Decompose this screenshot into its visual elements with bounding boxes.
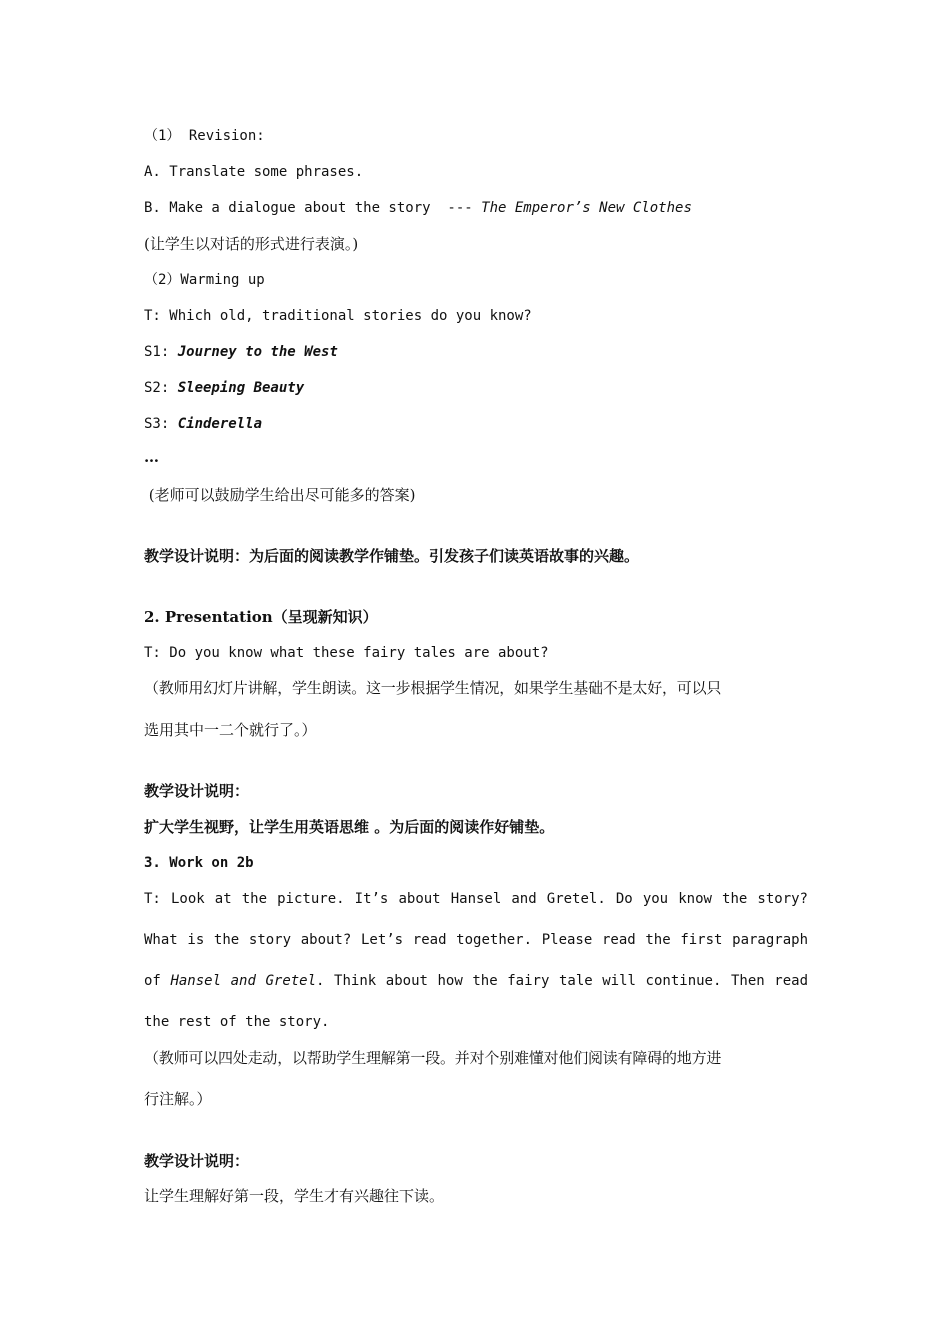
work-2b-line3	[144, 971, 808, 991]
work-2b-note-line1: （教师可以四处走动，以帮助学生理解第一段。并对个别难懂对他们阅读有障碍的地方进	[144, 1049, 722, 1067]
presentation-heading: 2. Presentation（呈现新知识）	[144, 608, 378, 626]
story-title-hansel: Hansel and Gretel	[170, 973, 317, 989]
revision-item-b	[144, 198, 808, 218]
work-2b-note-line2: 行注解。）	[144, 1090, 212, 1108]
revision-heading: （1） Revision:	[144, 128, 265, 144]
revision-note: (让学生以对话的形式进行表演。)	[144, 235, 359, 253]
design-note-2-title: 教学设计说明：	[144, 782, 250, 800]
revision-item-b-text: B. Make a dialogue about the story ---	[144, 200, 482, 216]
design-note-3-body: 让学生理解好第一段，学生才有兴趣往下读。	[144, 1187, 445, 1205]
ellipsis: …	[144, 448, 159, 466]
work-2b-line2: What is the story about? Let’s read together. Please read the first paragraph	[144, 932, 808, 948]
warming-up-heading: （2）Warming up	[144, 272, 265, 288]
story-title: Journey to the West	[177, 344, 338, 360]
revision-item-a: A. Translate some phrases.	[144, 164, 364, 180]
answer-s1	[144, 342, 808, 362]
presentation-note-line1: （教师用幻灯片讲解，学生朗读。这一步根据学生情况，如果学生基础不是太好，可以只	[144, 679, 722, 697]
design-note-1: 教学设计说明：为后面的阅读教学作铺垫。引发孩子们读英语故事的兴趣。	[144, 547, 640, 565]
work-2b-line3-suffix: . Think about how the fairy tale will continue. Then read	[316, 973, 808, 989]
story-title-emperor: The Emperor’s New Clothes	[481, 200, 692, 216]
design-note-3-title: 教学设计说明：	[144, 1152, 250, 1170]
speaker-label: S3:	[144, 416, 178, 432]
warming-up-question: T: Which old, traditional stories do you know?	[144, 308, 532, 324]
speaker-label: S2:	[144, 380, 178, 396]
answer-s2	[144, 378, 808, 398]
design-note-2-body: 扩大学生视野，让学生用英语思维 。为后面的阅读作好铺垫。	[144, 818, 555, 836]
work-2b-heading: 3. Work on 2b	[144, 855, 254, 871]
work-2b-line1: T: Look at the picture. It’s about Hansel and Gretel. Do you know the story?	[144, 891, 808, 907]
warming-up-note: (老师可以鼓励学生给出尽可能多的答案)	[144, 486, 416, 504]
presentation-note-line2: 选用其中一二个就行了。）	[144, 721, 317, 739]
speaker-label: S1:	[144, 344, 178, 360]
answer-s3	[144, 414, 808, 434]
story-title: Sleeping Beauty	[177, 380, 305, 396]
work-2b-line4: the rest of the story.	[144, 1014, 330, 1030]
presentation-question: T: Do you know what these fairy tales are about?	[144, 645, 549, 661]
story-title: Cinderella	[177, 416, 263, 432]
work-2b-line3-prefix: of	[144, 973, 171, 989]
